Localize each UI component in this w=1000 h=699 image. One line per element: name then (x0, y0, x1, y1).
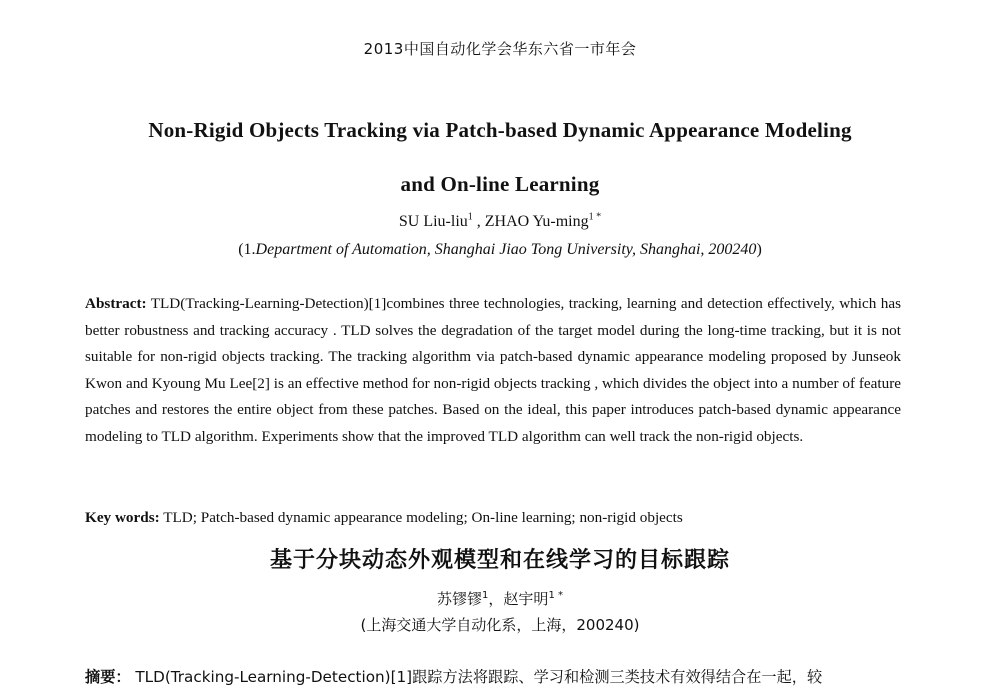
authors-cn (0, 588, 1000, 609)
author-separator: ， (488, 590, 504, 608)
affiliation-en (0, 241, 1000, 259)
author-superscript: 1 * (588, 211, 602, 223)
keywords-label: Key words: (85, 509, 160, 526)
abstract-cn-label: 摘要： (85, 668, 131, 686)
affiliation-open: (1. (238, 241, 256, 258)
affiliation-close: ) (756, 241, 762, 258)
paper-title-en-line2: and On-line Learning (400, 172, 600, 196)
abstract-text: TLD(Tracking-Learning-Detection)[1]combines three technologies, tracking, learning and detection effectively, which has better robustness and tracking accuracy . TLD solves the degradation of the target model during the long-time tracking, but it is not suitable for non-rigid objects tracking. The tracking algorithm via patch-based dynamic appearance modeling proposed by Junseok Kwon and Kyoung Mu Lee[2] is an effective method for non-rigid objects tracking , which divides the object into a number of feature patches and restores the entire object from these patches. Based on the ideal, this paper introduces patch-based dynamic appearance modeling to TLD algorithm. Experiments show that the improved TLD algorithm can well track the non-rigid objects. (85, 295, 901, 445)
authors-en (0, 213, 1000, 231)
abstract-cn (85, 664, 901, 690)
author-name: 赵宇明 (503, 590, 549, 608)
author-name: 苏镠镠 (437, 590, 483, 608)
author-name: ZHAO Yu-ming (484, 213, 589, 230)
abstract-label: Abstract: (85, 295, 147, 312)
paper-title-cn: 基于分块动态外观模型和在线学习的目标跟踪 (269, 548, 730, 573)
affiliation-cn: (上海交通大学自动化系，上海，200240) (360, 616, 640, 634)
author-superscript: 1 (482, 590, 489, 601)
author-superscript: 1 * (548, 590, 563, 601)
affiliation-text: Department of Automation, Shanghai Jiao Tong University, Shanghai, 200240 (255, 241, 757, 258)
keywords-text: TLD; Patch-based dynamic appearance modeling; On-line learning; non-rigid objects (163, 509, 683, 526)
paper-title-en-line1: Non-Rigid Objects Tracking via Patch-based Dynamic Appearance Modeling (148, 118, 852, 142)
abstract-en (85, 291, 901, 451)
keywords-en (85, 509, 901, 527)
conference-header: 2013中国自动化学会华东六省一市年会 (363, 40, 637, 58)
author-name: SU Liu-liu (398, 213, 468, 230)
abstract-cn-text: TLD(Tracking-Learning-Detection)[1]跟踪方法将跟踪、学习和检测三类技术有效得结合在一起，较 (135, 668, 823, 686)
author-separator: , (472, 213, 485, 230)
author-superscript: 1 (467, 211, 473, 223)
